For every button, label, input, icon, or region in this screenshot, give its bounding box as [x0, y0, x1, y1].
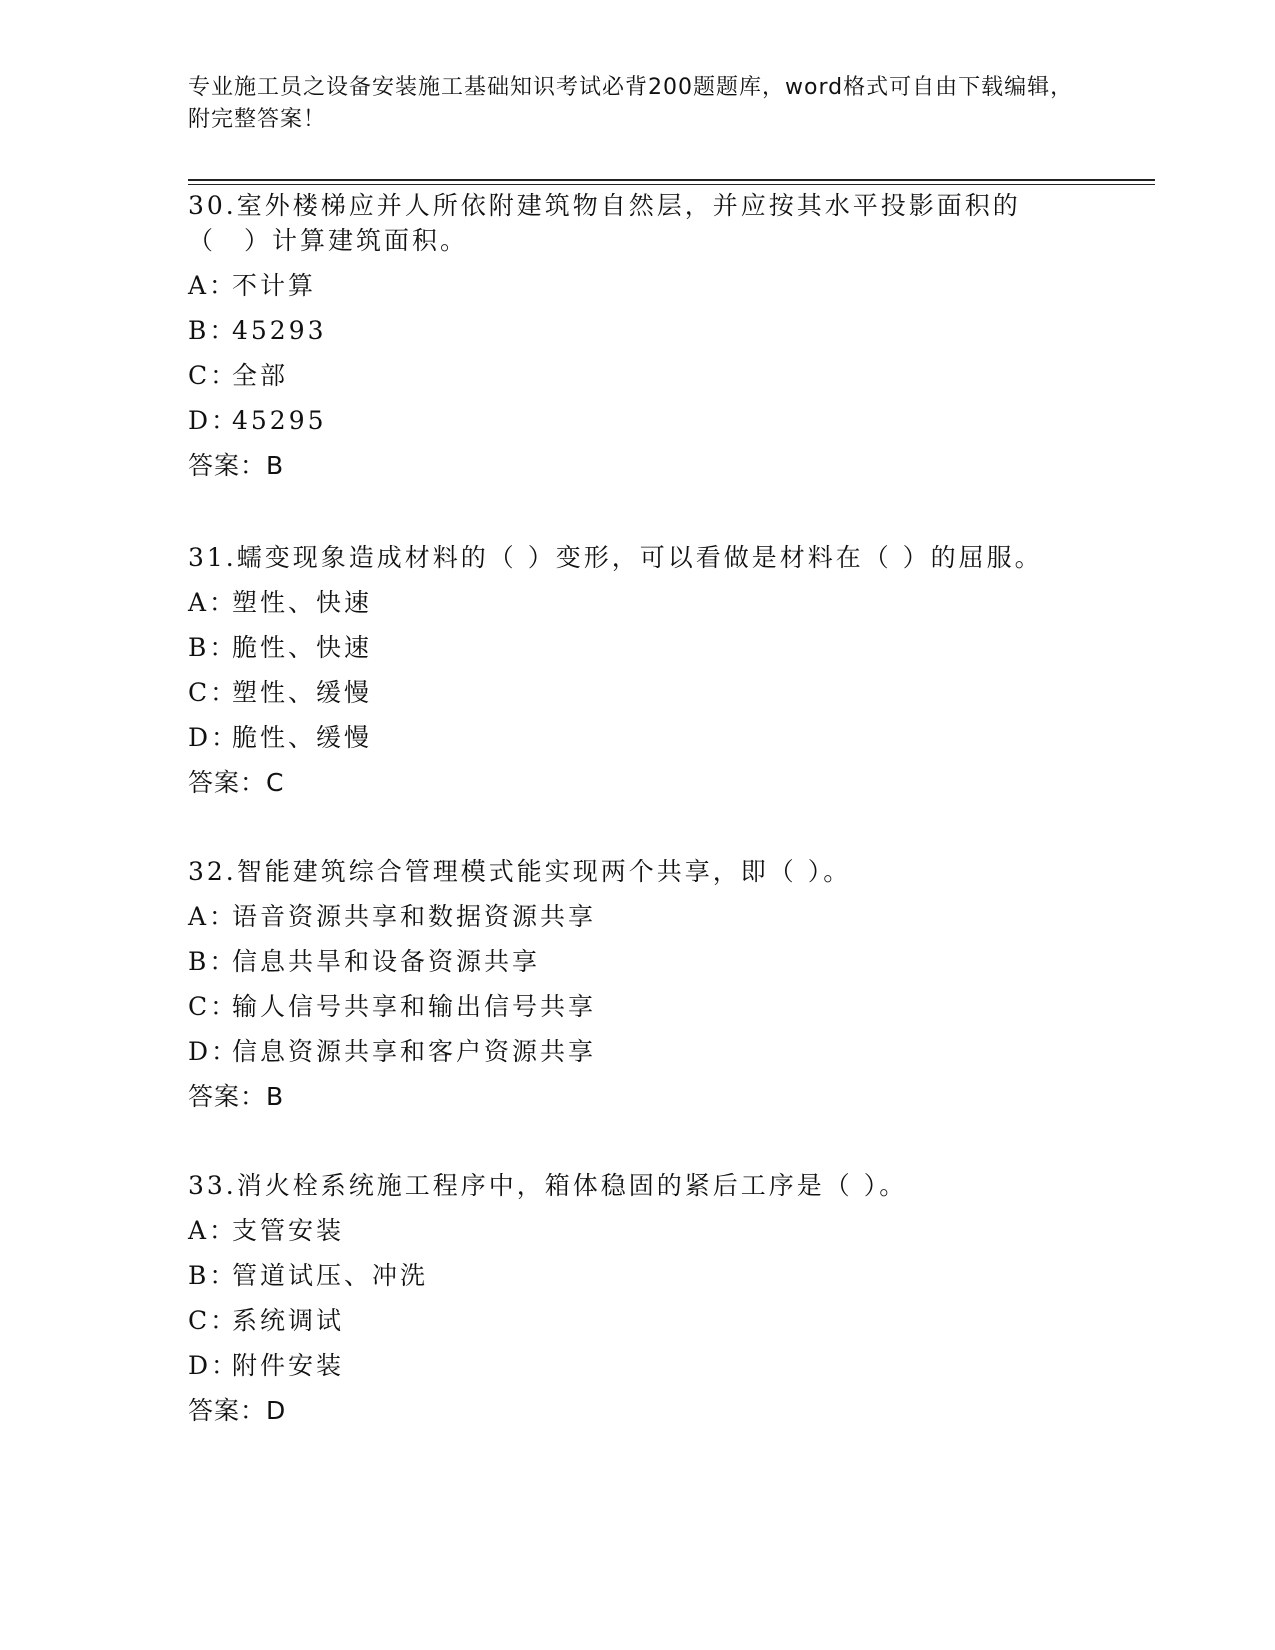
option-text: 管道试压、冲洗 [232, 1261, 429, 1290]
option-key: B： [188, 1261, 238, 1290]
option-d [188, 1033, 1088, 1070]
answer-line: 答案：C [188, 768, 285, 797]
option-c [188, 357, 1088, 394]
question-text: 31.蠕变现象造成材料的（ ）变形，可以看做是材料在（ ）的屈服。 [188, 543, 1043, 572]
option-key: D： [188, 723, 240, 752]
option-a [188, 1212, 1088, 1249]
option-key: C： [188, 678, 239, 707]
option-d [188, 1347, 1088, 1384]
option-key: A： [188, 271, 238, 300]
header-divider [188, 179, 1155, 185]
option-key: A： [188, 588, 238, 617]
option-text: 不计算 [232, 271, 317, 300]
option-key: C： [188, 992, 239, 1021]
question-33 [188, 1168, 1088, 1429]
option-d [188, 719, 1088, 756]
option-a [188, 584, 1088, 621]
option-key: C： [188, 361, 239, 390]
option-text: 脆性、缓慢 [232, 723, 373, 752]
option-text: 塑性、快速 [232, 588, 373, 617]
answer-line: 答案：B [188, 1082, 285, 1111]
option-key: D： [188, 406, 240, 435]
option-text: 系统调试 [232, 1306, 345, 1335]
option-d [188, 402, 1088, 439]
option-text: 支管安装 [232, 1216, 345, 1245]
answer-line: 答案：D [188, 1396, 287, 1425]
option-b [188, 312, 1088, 349]
option-text: 附件安装 [232, 1351, 345, 1380]
question-text: 32.智能建筑综合管理模式能实现两个共享，即（ ）。 [188, 857, 852, 886]
option-a [188, 898, 1088, 935]
option-text: 信息共旱和设备资源共享 [232, 947, 541, 976]
option-key: A： [188, 902, 238, 931]
option-b [188, 943, 1088, 980]
question-30 [188, 188, 1088, 484]
option-b [188, 629, 1088, 666]
option-key: B： [188, 316, 238, 345]
option-text: 输人信号共享和输出信号共享 [232, 992, 597, 1021]
option-c [188, 988, 1088, 1025]
question-31 [188, 540, 1088, 801]
question-32 [188, 854, 1088, 1115]
option-text: 45293 [232, 316, 327, 345]
option-a [188, 267, 1088, 304]
option-key: A： [188, 1216, 238, 1245]
answer-line: 答案：B [188, 451, 285, 480]
option-b [188, 1257, 1088, 1294]
option-key: D： [188, 1351, 240, 1380]
option-text: 45295 [232, 406, 327, 435]
option-key: D： [188, 1037, 240, 1066]
option-text: 脆性、快速 [232, 633, 373, 662]
option-c [188, 1302, 1088, 1339]
option-text: 全部 [232, 361, 289, 390]
option-key: B： [188, 633, 238, 662]
question-text: 30.室外楼梯应并人所依附建筑物自然层，并应按其水平投影面积的（ ）计算建筑面积。 [188, 191, 1021, 255]
option-c [188, 674, 1088, 711]
question-text: 33.消火栓系统施工程序中，箱体稳固的紧后工序是（ ）。 [188, 1171, 908, 1200]
option-text: 语音资源共享和数据资源共享 [232, 902, 597, 931]
option-key: C： [188, 1306, 239, 1335]
option-key: B： [188, 947, 238, 976]
document-header: 专业施工员之设备安装施工基础知识考试必背200题题库，word格式可自由下载编辑，附完整答案！ [188, 75, 1074, 132]
option-text: 信息资源共享和客户资源共享 [232, 1037, 597, 1066]
option-text: 塑性、缓慢 [232, 678, 373, 707]
